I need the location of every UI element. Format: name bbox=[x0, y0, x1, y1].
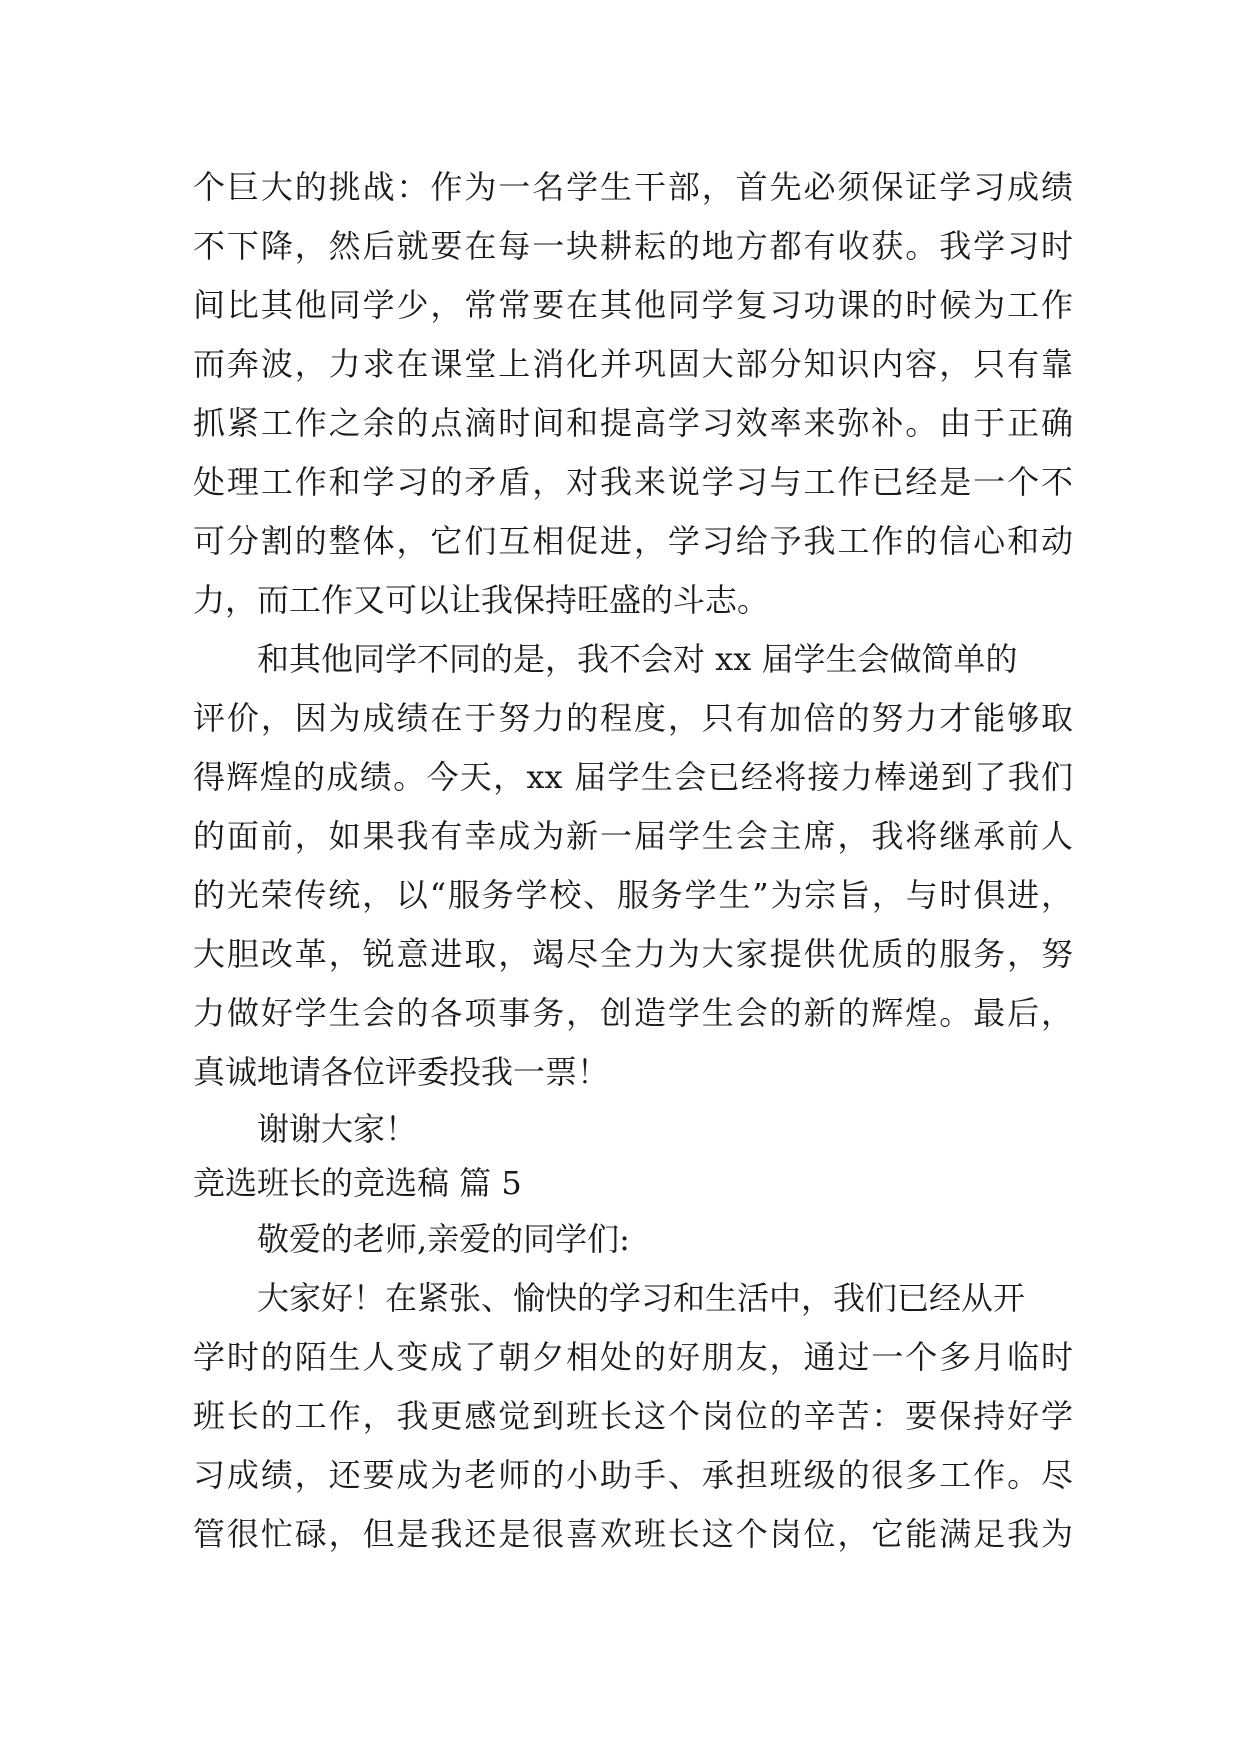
text-line: 的光荣传统，以“服务学校、服务学生”为宗旨，与时俱进， bbox=[193, 876, 1073, 914]
text-line: 管很忙碌，但是我还是很喜欢班长这个岗位，它能满足我为 bbox=[193, 1515, 1073, 1553]
text-line: 的面前，如果我有幸成为新一届学生会主席，我将继承前人 bbox=[193, 817, 1073, 855]
paragraph-start-line: 大家好！在紧张、愉快的学习和生活中，我们已经从开 bbox=[257, 1279, 1026, 1317]
text-line: 间比其他同学少，常常要在其他同学复习功课的时候为工作 bbox=[193, 286, 1073, 324]
text-line: 得辉煌的成绩。今天，xx 届学生会已经将接力棒递到了我们 bbox=[193, 758, 1073, 796]
text-line: 评价，因为成绩在于努力的程度，只有加倍的努力才能够取 bbox=[193, 699, 1073, 737]
text-line: 班长的工作，我更感觉到班长这个岗位的辛苦：要保持好学 bbox=[193, 1397, 1073, 1435]
text-line: 真诚地请各位评委投我一票！ bbox=[193, 1053, 610, 1091]
text-line: 而奔波，力求在课堂上消化并巩固大部分知识内容，只有靠 bbox=[193, 345, 1073, 383]
text-line: 抓紧工作之余的点滴时间和提高学习效率来弥补。由于正确 bbox=[193, 404, 1073, 442]
paragraph-start-line: 和其他同学不同的是，我不会对 xx 届学生会做简单的 bbox=[257, 640, 1018, 678]
text-line: 可分割的整体，它们互相促进，学习给予我工作的信心和动 bbox=[193, 522, 1073, 560]
document-body bbox=[193, 158, 1073, 1564]
section-heading: 竞选班长的竞选稿 篇 5 bbox=[193, 1164, 522, 1202]
text-line: 个巨大的挑战：作为一名学生干部，首先必须保证学习成绩 bbox=[193, 168, 1073, 206]
text-line: 力做好学生会的各项事务，创造学生会的新的辉煌。最后， bbox=[193, 994, 1073, 1032]
text-line: 习成绩，还要成为老师的小助手、承担班级的很多工作。尽 bbox=[193, 1456, 1073, 1494]
text-line: 力，而工作又可以让我保持旺盛的斗志。 bbox=[193, 581, 770, 619]
text-line: 不下降，然后就要在每一块耕耘的地方都有收获。我学习时 bbox=[193, 227, 1073, 265]
salutation-line: 敬爱的老师,亲爱的同学们: bbox=[257, 1220, 630, 1258]
text-line: 处理工作和学习的矛盾，对我来说学习与工作已经是一个不 bbox=[193, 463, 1073, 501]
text-line: 大胆改革，锐意进取，竭尽全力为大家提供优质的服务，努 bbox=[193, 935, 1073, 973]
text-line: 学时的陌生人变成了朝夕相处的好朋友，通过一个多月临时 bbox=[193, 1338, 1073, 1376]
thanks-line: 谢谢大家！ bbox=[257, 1110, 418, 1148]
